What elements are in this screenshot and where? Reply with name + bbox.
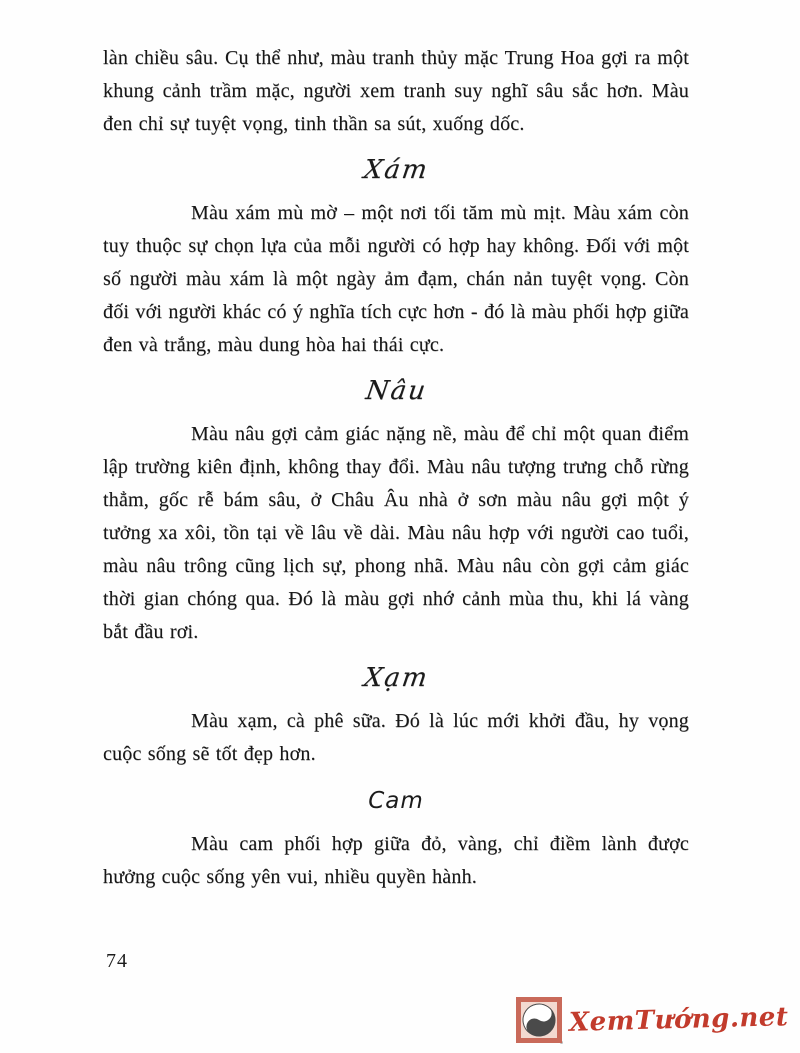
page-number: 74 [106,950,128,972]
body-paragraph: làn chiều sâu. Cụ thể như, màu tranh thủy mặc Trung Hoa gợi ra một khung cảnh trầm mặc, người xem tranh suy nghĩ sâu sắc hơn. Màu đen chỉ sự tuyệt vọng, tinh thần sa sút, xuống dốc. [103,47,689,135]
body-paragraph: Màu xạm, cà phê sữa. Đó là lúc mới khởi đầu, hy vọng cuộc sống sẽ tốt đẹp hơn. [103,710,689,765]
body-paragraph: Màu xám mù mờ – một nơi tối tăm mù mịt. Màu xám còn tuy thuộc sự chọn lựa của mỗi người có hợp hay không. Đối với một số người màu xám là một ngày ảm đạm, chán nản tuyệt vọng. Còn đối với người khác có ý nghĩa tích cực hơn - đó là màu phối hợp giữa đen và trắng, màu dung hòa hai thái cực. [103,202,689,356]
section-heading [103,663,689,693]
section-heading [103,155,689,185]
watermark-text: XemTướng.net [568,1002,789,1038]
section-heading [103,376,689,406]
body-paragraph: Màu nâu gợi cảm giác nặng nề, màu để chỉ một quan điểm lập trường kiên định, không thay đổi. Màu nâu tượng trưng chỗ rừng thẳm, gốc rễ bám sâu, ở Châu Âu nhà ở sơn màu nâu gợi một ý tưởng xa xôi, tồn tại về lâu về dài. Màu nâu hợp với người cao tuổi, màu nâu trông cũng lịch sự, phong nhã. Màu nâu còn gợi cảm giác thời gian chóng qua. Đó là màu gợi nhớ cảnh mùa thu, khi lá vàng bắt đầu rơi. [103,423,689,643]
section-heading-text: Xám [361,155,431,185]
watermark [516,997,788,1043]
page-content [103,42,689,894]
section-heading [103,785,689,816]
body-paragraph: Màu cam phối hợp giữa đỏ, vàng, chỉ điềm lành được hưởng cuộc sống yên vui, nhiều quyền hành. [103,833,689,888]
section-heading-text: Nâu [363,376,429,406]
yinyang-icon [516,997,562,1043]
section-heading-text: Cam [368,788,424,814]
section-heading-text: Xạm [361,663,431,693]
